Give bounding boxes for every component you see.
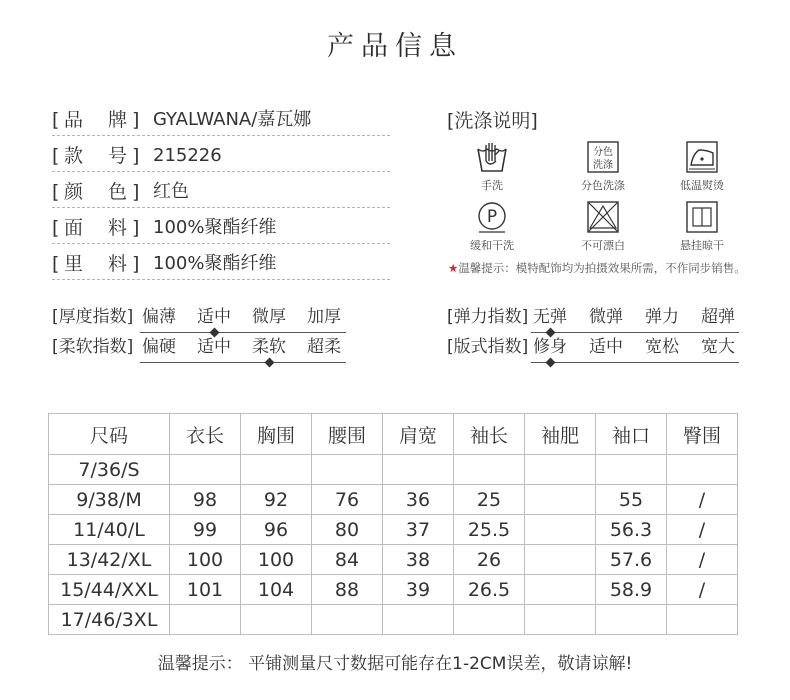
table-cell: 36 — [383, 485, 454, 515]
table-cell: 80 — [312, 515, 383, 545]
index-scale-line — [531, 362, 739, 363]
table-cell: 96 — [241, 515, 312, 545]
table-cell: / — [667, 515, 738, 545]
index-option: 宽松 — [645, 337, 679, 357]
table-cell — [525, 515, 596, 545]
table-header: 衣长 — [170, 414, 241, 455]
table-header: 胸围 — [241, 414, 312, 455]
index-option: 无弹 — [533, 307, 567, 327]
index-option: 偏硬 — [142, 337, 176, 357]
table-header: 肩宽 — [383, 414, 454, 455]
table-cell: 25.5 — [454, 515, 525, 545]
care-item-hang-dry — [667, 200, 737, 253]
index-scale-line — [140, 332, 346, 333]
table-cell — [525, 575, 596, 605]
size-label-cell: 9/38/M — [49, 485, 170, 515]
table-header: 腰围 — [312, 414, 383, 455]
care-item-low-iron — [667, 140, 737, 193]
table-cell: 104 — [241, 575, 312, 605]
index-scale-line — [140, 362, 346, 363]
care-caption: 缓和干洗 — [470, 239, 514, 252]
table-cell — [241, 605, 312, 635]
star-icon: ★ — [448, 261, 459, 275]
table-cell: 39 — [383, 575, 454, 605]
index-option: 宽大 — [701, 337, 735, 357]
info-value-brand: GYALWANA/嘉瓦娜 — [153, 109, 312, 130]
table-cell: 26 — [454, 545, 525, 575]
table-cell: 98 — [170, 485, 241, 515]
table-cell: 38 — [383, 545, 454, 575]
table-row — [49, 575, 738, 605]
table-cell — [383, 455, 454, 485]
table-cell: 55 — [596, 485, 667, 515]
care-tip-text: 温馨提示：模特配饰均为拍摄效果所需，不作同步销售。 — [458, 261, 746, 275]
info-row-style-number: [ 款 号 ] 215226 — [52, 141, 390, 172]
size-label-cell: 17/46/3XL — [49, 605, 170, 635]
size-label-cell: 11/40/L — [49, 515, 170, 545]
table-cell: 99 — [170, 515, 241, 545]
info-value-style-number: 215226 — [153, 145, 222, 166]
table-cell: 58.9 — [596, 575, 667, 605]
care-tip — [448, 260, 746, 276]
table-row — [49, 485, 738, 515]
index-name: [厚度指数] — [52, 307, 134, 327]
index-marker — [264, 358, 274, 368]
table-row — [49, 515, 738, 545]
size-table — [48, 413, 738, 635]
index-thickness — [52, 305, 348, 329]
care-caption: 不可漂白 — [581, 239, 625, 252]
table-header: 袖肥 — [525, 414, 596, 455]
care-caption: 分色洗涤 — [581, 179, 625, 192]
index-name: [版式指数] — [447, 337, 529, 357]
table-cell: / — [667, 485, 738, 515]
table-cell: 100 — [170, 545, 241, 575]
info-row-shell-fabric: [ 面 料 ] 100%聚酯纤维 — [52, 213, 390, 244]
table-header: 袖长 — [454, 414, 525, 455]
care-caption: 悬挂晾干 — [680, 239, 724, 252]
table-cell — [454, 455, 525, 485]
care-heading: [洗涤说明] — [447, 110, 538, 132]
table-cell: 57.6 — [596, 545, 667, 575]
info-value-color: 红色 — [153, 181, 189, 202]
index-scale-line — [531, 332, 739, 333]
index-option: 适中 — [197, 307, 231, 327]
info-row-color: [ 颜 色 ] 红色 — [52, 177, 390, 208]
table-cell — [383, 605, 454, 635]
index-elasticity — [447, 305, 743, 329]
table-row — [49, 545, 738, 575]
info-label: 里 — [64, 253, 84, 275]
info-label: 料 — [108, 217, 128, 239]
info-label: 号 — [108, 145, 128, 167]
info-label: 品 — [64, 109, 84, 131]
table-cell: 56.3 — [596, 515, 667, 545]
table-cell — [170, 605, 241, 635]
table-cell — [312, 605, 383, 635]
size-table-body — [49, 455, 738, 635]
table-header-row — [49, 414, 738, 455]
table-cell: 88 — [312, 575, 383, 605]
svg-text:洗涤: 洗涤 — [593, 160, 613, 171]
care-item-no-bleach — [568, 200, 638, 253]
table-row — [49, 455, 738, 485]
low-temp-iron-icon — [685, 140, 719, 174]
table-cell: 100 — [241, 545, 312, 575]
info-label: 款 — [64, 145, 84, 167]
footer-note: 温馨提示： 平铺测量尺寸数据可能存在1-2CM误差，敬请谅解! — [157, 654, 633, 674]
table-cell: 76 — [312, 485, 383, 515]
care-caption: 手洗 — [481, 179, 503, 192]
table-cell — [241, 455, 312, 485]
size-label-cell: 15/44/XXL — [49, 575, 170, 605]
index-marker — [545, 358, 555, 368]
index-option: 超柔 — [307, 337, 341, 357]
svg-text:分色: 分色 — [593, 147, 613, 158]
table-cell — [525, 455, 596, 485]
hang-dry-icon — [685, 200, 719, 234]
table-cell — [454, 605, 525, 635]
table-cell — [525, 545, 596, 575]
info-value-shell-fabric: 100%聚酯纤维 — [153, 217, 277, 238]
table-cell — [596, 455, 667, 485]
gentle-dry-clean-icon — [475, 200, 509, 234]
index-option: 柔软 — [252, 337, 286, 357]
index-option: 适中 — [197, 337, 231, 357]
info-row-lining: [ 里 料 ] 100%聚酯纤维 — [52, 249, 390, 280]
care-item-hand-wash — [457, 140, 527, 193]
info-label: 牌 — [108, 109, 128, 131]
table-cell — [170, 455, 241, 485]
table-cell — [667, 605, 738, 635]
index-option: 弹力 — [645, 307, 679, 327]
care-item-separate-wash — [568, 140, 638, 193]
table-cell: 101 — [170, 575, 241, 605]
size-label-cell: 13/42/XL — [49, 545, 170, 575]
table-cell: 26.5 — [454, 575, 525, 605]
table-header: 尺码 — [49, 414, 170, 455]
care-caption: 低温熨烫 — [680, 179, 724, 192]
index-option: 微厚 — [252, 307, 286, 327]
index-option: 适中 — [589, 337, 623, 357]
hand-wash-icon — [475, 140, 509, 174]
table-header: 袖口 — [596, 414, 667, 455]
index-name: [柔软指数] — [52, 337, 134, 357]
table-cell — [525, 605, 596, 635]
index-option: 修身 — [533, 337, 567, 357]
index-fit — [447, 335, 743, 359]
care-item-gentle-dry-clean — [457, 200, 527, 253]
page-title: 产品信息 — [327, 31, 463, 62]
table-cell: 92 — [241, 485, 312, 515]
index-option: 加厚 — [307, 307, 341, 327]
index-option: 偏薄 — [142, 307, 176, 327]
table-cell: 84 — [312, 545, 383, 575]
svg-text:P: P — [486, 207, 498, 227]
info-row-brand: [ 品 牌 ] GYALWANA/嘉瓦娜 — [52, 105, 390, 136]
info-label: 料 — [108, 253, 128, 275]
separate-color-wash-icon — [586, 140, 620, 174]
table-cell: 25 — [454, 485, 525, 515]
table-cell — [312, 455, 383, 485]
table-cell: / — [667, 545, 738, 575]
info-value-lining: 100%聚酯纤维 — [153, 253, 277, 274]
table-header: 臀围 — [667, 414, 738, 455]
index-option: 超弹 — [701, 307, 735, 327]
index-softness — [52, 335, 348, 359]
info-label: 颜 — [64, 181, 84, 203]
info-label: 面 — [64, 217, 84, 239]
size-label-cell: 7/36/S — [49, 455, 170, 485]
info-label: 色 — [108, 181, 128, 203]
table-cell — [667, 455, 738, 485]
table-cell: 37 — [383, 515, 454, 545]
table-cell: / — [667, 575, 738, 605]
table-cell — [525, 485, 596, 515]
index-name: [弹力指数] — [447, 307, 529, 327]
table-cell — [596, 605, 667, 635]
index-option: 微弹 — [589, 307, 623, 327]
table-row — [49, 605, 738, 635]
no-bleach-icon — [586, 200, 620, 234]
